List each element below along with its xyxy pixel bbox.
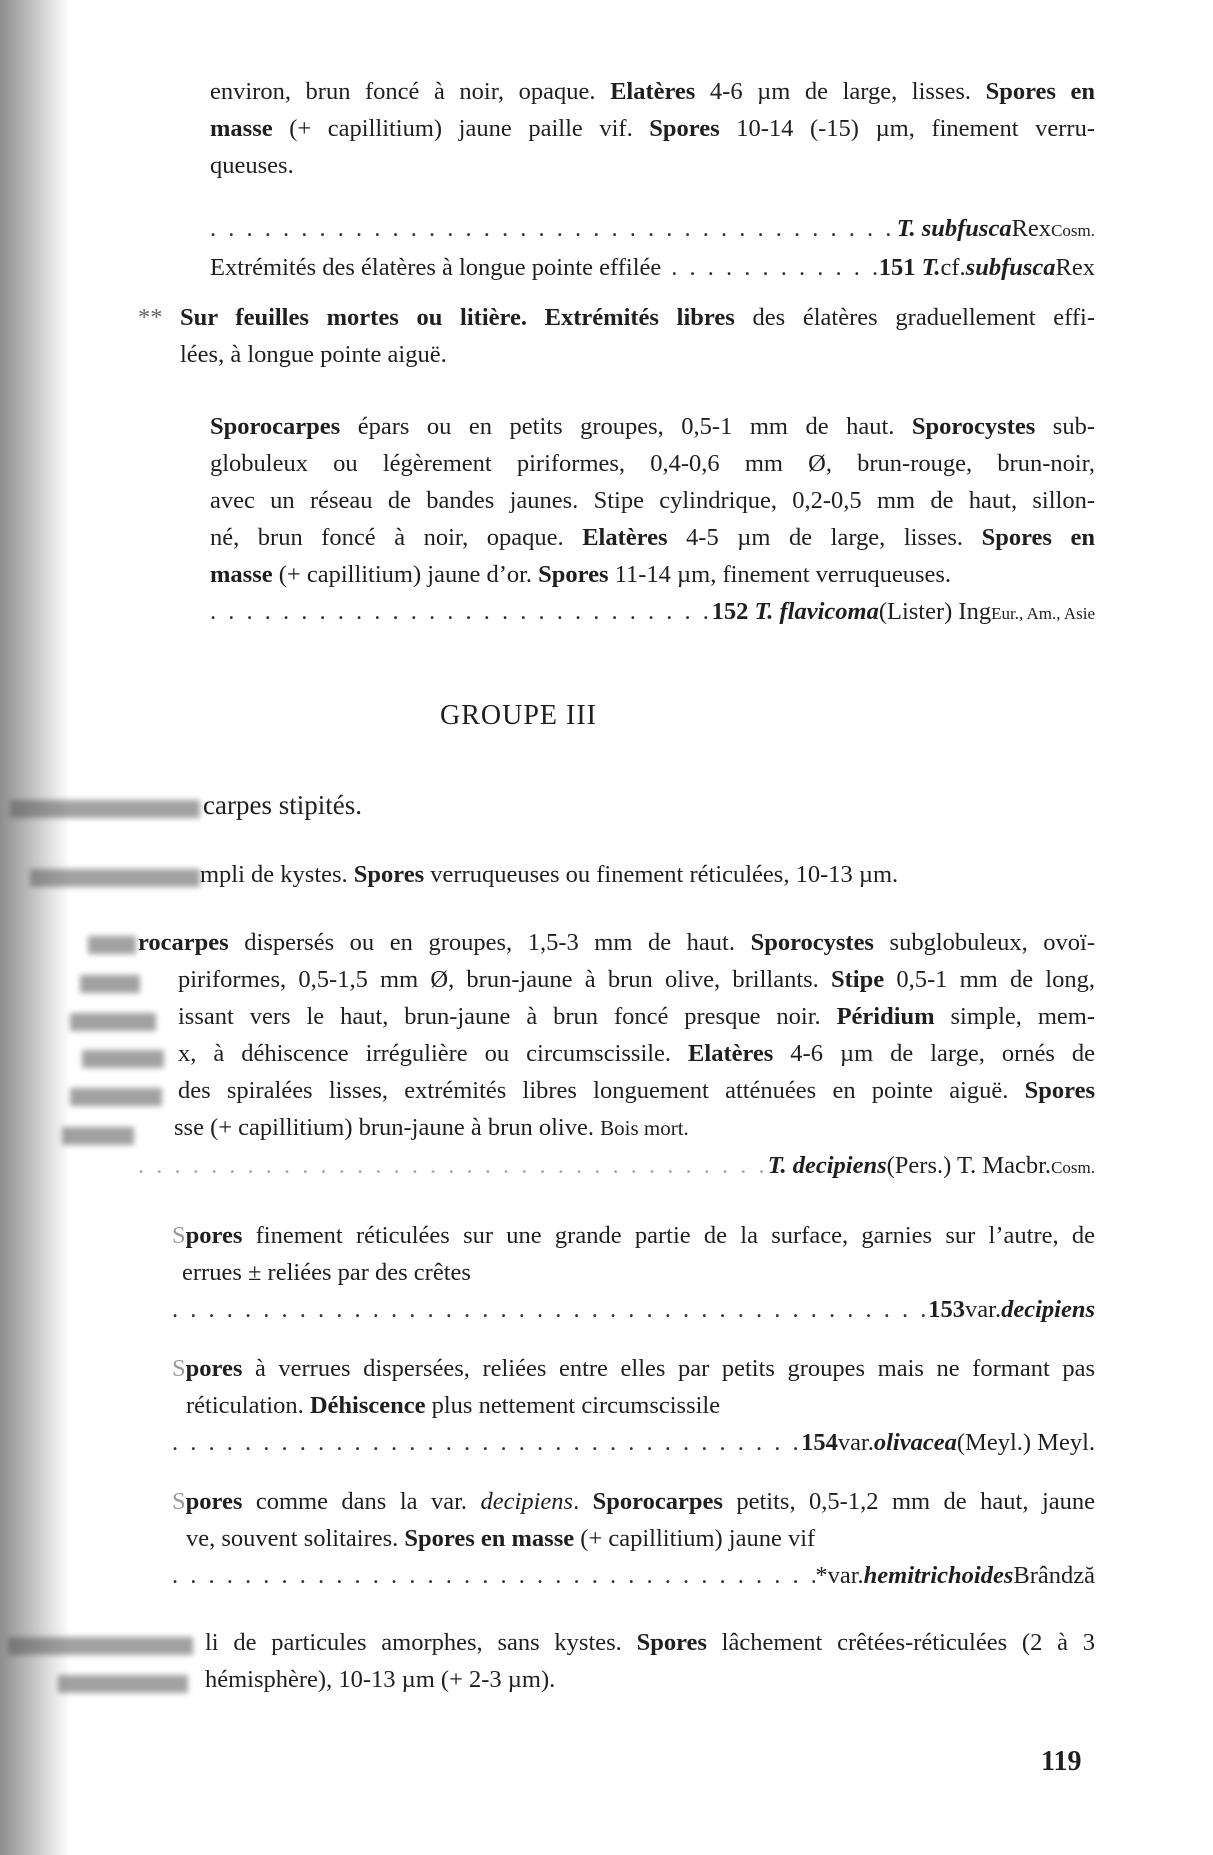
block3-line2: globuleux ou légèrement piriformes, 0,4-0,6 mm Ø, brun-rouge, brun-noir, xyxy=(210,450,1095,477)
block5-line5: des spiralées lisses, extrémités libres longuement atténuées en pointe aiguë. Spores xyxy=(178,1077,1095,1104)
leader-dots xyxy=(172,1291,928,1328)
block2-line1: ** Sur feuilles mortes ou litière. Extrémités libres des élatères graduellement effi- xyxy=(138,304,1095,331)
block7-line2: réticulation. Déhiscence plus nettement circumscissile xyxy=(186,1392,721,1419)
blurred-text-fragment xyxy=(8,1637,193,1655)
block8-line1: Spores comme dans la var. decipiens. Sporocarpes petits, 0,5-1,2 mm de haut, jaune xyxy=(172,1488,1095,1515)
block9-line2: hémisphère), 10-13 µm (+ 2-3 µm). xyxy=(205,1666,556,1693)
blurred-text-fragment xyxy=(80,975,140,993)
block2-line2: lées, à longue pointe aiguë. xyxy=(180,341,447,368)
text-block-4 xyxy=(200,856,1095,893)
leader-dots xyxy=(172,1424,801,1461)
block6-line1: Spores finement réticulées sur une grande partie de la surface, garnies sur l’autre, de xyxy=(172,1222,1095,1249)
blurred-text-fragment xyxy=(10,800,200,818)
key-entry-hemitrichoides: . . . * var. hemitrichoides Brândză xyxy=(172,1557,1095,1594)
block5-line1: rocarpes dispersés ou en groupes, 1,5-3 mm de haut. Sporocystes subglobuleux, ovoï- xyxy=(138,929,1095,956)
section-heading: GROUPE III xyxy=(440,700,597,731)
block1-line2: masse (+ capillitium) jaune paille vif. Spores 10-14 (-15) µm, finement verru- xyxy=(210,115,1095,142)
block5-line2: piriformes, 0,5-1,5 mm Ø, brun-jaune à brun olive, brillants. Stipe 0,5-1 mm de long, xyxy=(178,966,1095,993)
block3-line5: masse (+ capillitium) jaune d’or. Spores 11-14 µm, finement verruqueuses. xyxy=(210,561,952,588)
text-block-5 xyxy=(138,924,1095,1186)
text-block-6 xyxy=(172,1217,1095,1328)
block8-line2: ve, souvent solitaires. Spores en masse (+ capillitium) jaune vif xyxy=(186,1525,816,1552)
block5-line6: sse (+ capillitium) brun-jaune à brun olive. Bois mort. xyxy=(174,1114,689,1141)
block3-line1: Sporocarpes épars ou en petits groupes, 0,5-1 mm de haut. Sporocystes sub- xyxy=(210,413,1095,440)
leader-dots xyxy=(138,1147,768,1184)
block9-line1: li de particules amorphes, sans kystes. Spores lâchement crêtées-réticulées (2 à 3 xyxy=(205,1629,1095,1656)
block3-line4: né, brun foncé à noir, opaque. Elatères 4-5 µm de large, lisses. Spores en xyxy=(210,524,1095,551)
text-block-9 xyxy=(205,1624,1095,1698)
leader-dots xyxy=(172,1557,815,1594)
leader-dots xyxy=(210,593,712,630)
key-leader-subfusca: . . . T. subfusca Rex Cosm. xyxy=(210,210,1095,249)
block3-line3: avec un réseau de bandes jaunes. Stipe cylindrique, 0,2-0,5 mm de haut, sillon- xyxy=(210,487,1095,514)
text-block-3 xyxy=(210,408,1095,632)
block4-line2: mpli de kystes. Spores verruqueuses ou finement réticulées, 10-13 µm. xyxy=(200,861,899,888)
block5-line4: x, à déhiscence irrégulière ou circumscissile. Elatères 4-6 µm de large, ornés de xyxy=(178,1040,1096,1067)
text-block-1 xyxy=(210,73,1095,286)
text-block-8 xyxy=(172,1483,1095,1594)
leader-dots xyxy=(671,249,879,286)
blurred-text-fragment xyxy=(30,869,200,887)
leader-dots xyxy=(210,210,897,247)
block1-line1: environ, brun foncé à noir, opaque. Elatères 4-6 µm de large, lisses. Spores en xyxy=(210,78,1096,105)
key-entry-152: . . . 152 T. flavicoma (Lister) Ing Eur., Am., Asie xyxy=(210,593,1095,632)
text-block-7 xyxy=(172,1350,1095,1461)
text-block-2 xyxy=(138,299,1095,373)
page-gutter-shadow xyxy=(0,0,70,1855)
key-entry-153: . . . 153 var. decipiens xyxy=(172,1291,1095,1328)
key-leader-decipiens: . . . T. decipiens (Pers.) T. Macbr. Cosm. xyxy=(138,1147,1095,1186)
blurred-text-fragment xyxy=(88,936,136,954)
blurred-text-fragment xyxy=(58,1675,188,1693)
block6-line2: errues ± reliées par des crêtes xyxy=(182,1259,471,1286)
block5-line3: issant vers le haut, brun-jaune à brun foncé presque noir. Péridium simple, mem- xyxy=(178,1003,1096,1030)
block1-line3: queuses. xyxy=(210,152,294,179)
section-intro: carpes stipités. xyxy=(203,790,362,820)
page-number: 119 xyxy=(1041,1746,1082,1777)
block7-line1: Spores à verrues dispersées, reliées entre elles par petits groupes mais ne formant pas xyxy=(172,1355,1095,1382)
key-entry-154: . . . 154 var. olivacea (Meyl.) Meyl. xyxy=(172,1424,1095,1461)
key-entry-151: Extrémités des élatères à longue pointe effilée . . . 151 T. cf. subfusca Rex xyxy=(210,249,1095,286)
blurred-text-fragment xyxy=(62,1127,134,1145)
